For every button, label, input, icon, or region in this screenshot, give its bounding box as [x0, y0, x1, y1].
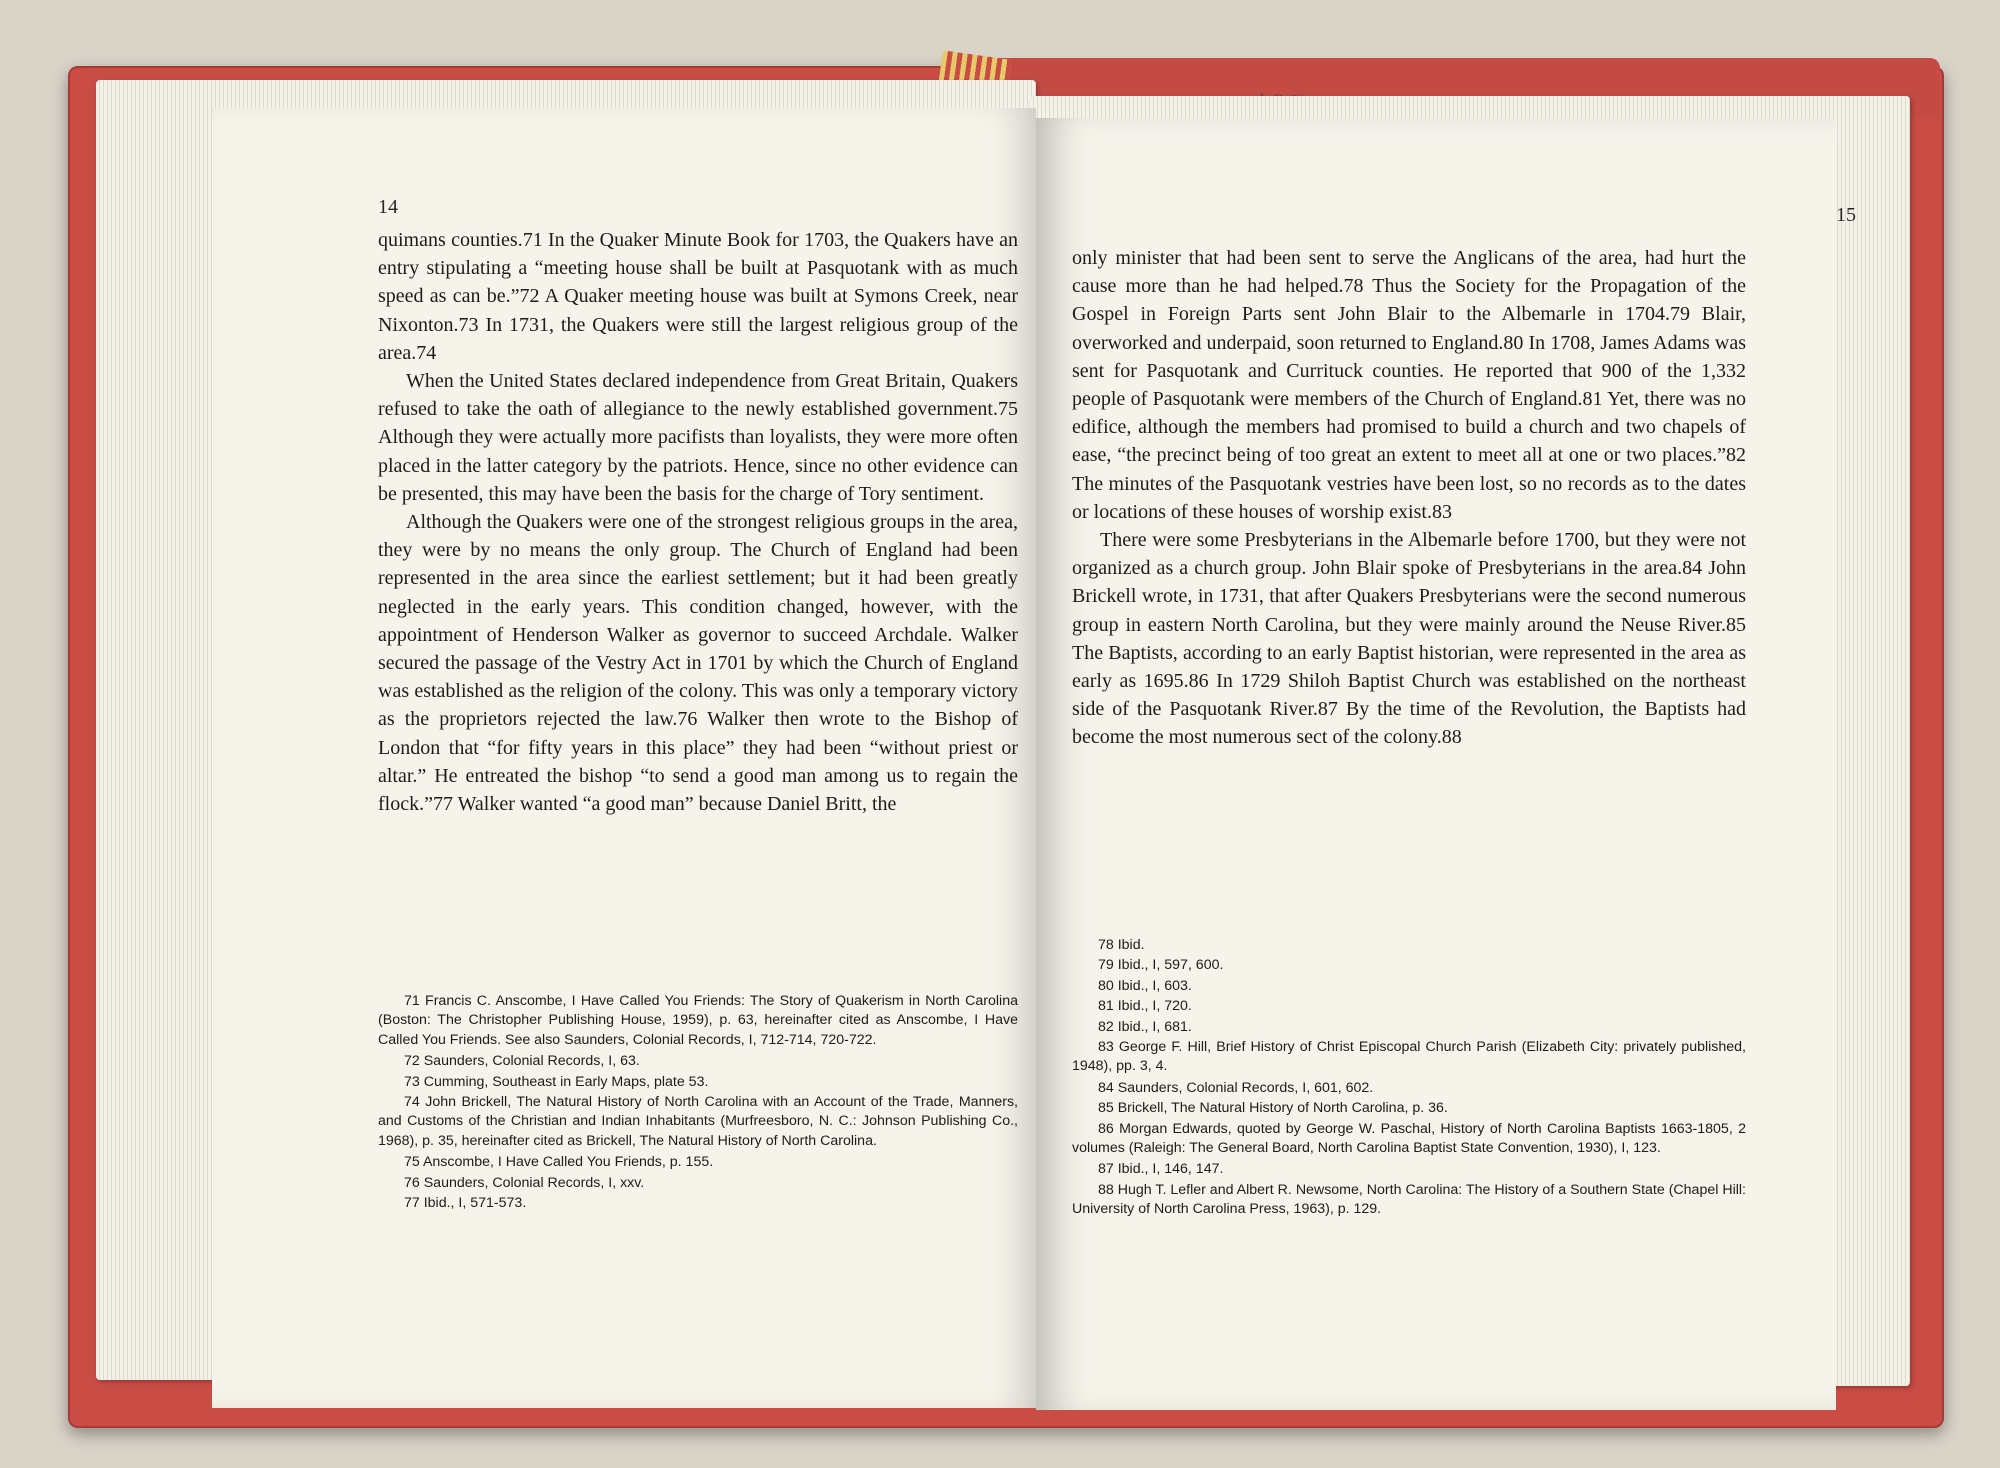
footnote: 77 Ibid., I, 571-573. [404, 1195, 527, 1212]
footnote: 72 Saunders, Colonial Records, I, 63. [404, 1053, 640, 1070]
footnote: 88 Hugh T. Lefler and Albert R. Newsome, North Carolina: The History of a Southern State (Chapel Hill: University of North Carolina Press, 1963), p. 129. [1072, 1181, 1746, 1218]
footnote: 82 Ibid., I, 681. [1098, 1018, 1192, 1035]
footnote: 80 Ibid., I, 603. [1098, 977, 1192, 994]
body-text [378, 226, 1018, 818]
page-number: 14 [378, 196, 398, 218]
footnote: 87 Ibid., I, 146, 147. [1098, 1161, 1224, 1178]
paragraph: There were some Presbyterians in the Albemarle before 1700, but they were not organized as a church group. John Blair spoke of Presbyterians in the area.84 John Brickell wrote, in 1731, that after Quakers Presbyterians were the second numerous group in eastern North Carolina, but they were mainly around the Neuse River.85 The Baptists, according to an early Baptist historian, were represented in the area as early as 1695.86 In 1729 Shiloh Baptist Church was established on the northeast side of the Pasquotank River.87 By the time of the Revolution, the Baptists had become the most numerous sect of the colony.88 [1072, 529, 1746, 749]
footnote: 84 Saunders, Colonial Records, I, 601, 602. [1098, 1079, 1374, 1096]
footnote: 83 George F. Hill, Brief History of Christ Episcopal Church Parish (Elizabeth City: privately published, 1948), pp. 3, 4. [1072, 1039, 1746, 1075]
paragraph: Although the Quakers were one of the strongest religious groups in the area, they were by no means the only group. The Church of England had been represented in the area since the earliest settlement; but it had been greatly neglected in the early years. This condition changed, however, with the appointment of Henderson Walker as governor to succeed Archdale. Walker secured the passage of the Vestry Act in 1701 by which the Church of England was established as the religion of the colony. This was only a temporary victory as the proprietors rejected the law.76 Walker then wrote to the Bishop of London that “for fifty years in this place” they had been “without priest or altar.” He entreated the bishop “to send a good man among us to regain the flock.”77 Walker wanted “a good man” because Daniel Britt, the [378, 511, 1018, 816]
footnote: 78 Ibid. [1098, 937, 1145, 953]
footnote: 71 Francis C. Anscombe, I Have Called You Friends: The Story of Quakerism in North Carolina (Boston: The Christopher Publishing House, 1959), p. 63, hereinafter cited as Anscombe, I Have Called You Friends. See also Saunders, Colonial Records, I, 712-714, 720-722. [378, 993, 1018, 1048]
footnote: 86 Morgan Edwards, quoted by George W. Paschal, History of North Carolina Baptists 1663-1805, 2 volumes (Raleigh: The General Board, North Carolina Baptist State Convention, 1930), I, 123. [1072, 1120, 1746, 1157]
right-page [1036, 118, 1856, 1410]
footnotes [1072, 936, 1746, 1222]
footnotes [378, 992, 1018, 1214]
footnote: 75 Anscombe, I Have Called You Friends, p. 155. [404, 1154, 714, 1171]
footnote: 85 Brickell, The Natural History of North Carolina, p. 36. [1098, 1100, 1448, 1117]
footnote: 73 Cumming, Southeast in Early Maps, plate 53. [404, 1073, 709, 1090]
body-text [1072, 244, 1746, 752]
page-number: 15 [1836, 204, 1856, 226]
left-page [212, 108, 1036, 1408]
paragraph: only minister that had been sent to serve the Anglicans of the area, had hurt the cause more than he had helped.78 Thus the Society for the Propagation of the Gospel in Foreign Parts sent John Blair to the Albemarle in 1704.79 Blair, overworked and underpaid, soon returned to England.80 In 1708, James Adams was sent for Pasquotank and Currituck counties. He reported that 900 of the 1,332 people of Pasquotank were members of the Church of England.81 Yet, there was no edifice, although the members had promised to build a church and two chapels of ease, “the precinct being of too great an extent to meet all at one or two places.”82 The minutes of the Pasquotank vestries have been lost, so no records as to the dates or locations of these houses of worship exist.83 [1072, 247, 1746, 523]
paragraph: quimans counties.71 In the Quaker Minute Book for 1703, the Quakers have an entry stipulating a “meeting house shall be built at Pasquotank with as much speed as can be.”72 A Quaker meeting house was built at Symons Creek, near Nixonton.73 In 1731, the Quakers were still the largest religious group of the area.74 [378, 229, 1018, 364]
footnote: 74 John Brickell, The Natural History of North Carolina with an Account of the Trade, Manners, and Customs of the Christian and Indian Inhabitants (Murfreesboro, N. C.: Johnson Publishing Co., 1968), p. 35, hereinafter cited as Brickell, The Natural History of North Carolina. [378, 1094, 1018, 1149]
footnote: 79 Ibid., I, 597, 600. [1098, 957, 1224, 974]
paragraph: When the United States declared independence from Great Britain, Quakers refused to take the oath of allegiance to the newly established government.75 Although they were actually more pacifists than loyalists, they were more often placed in the latter category by the patriots. Hence, since no other evidence can be presented, this may have been the basis for the charge of Tory sentiment. [378, 370, 1018, 505]
footnote: 81 Ibid., I, 720. [1098, 998, 1192, 1015]
footnote: 76 Saunders, Colonial Records, I, xxv. [404, 1174, 645, 1191]
